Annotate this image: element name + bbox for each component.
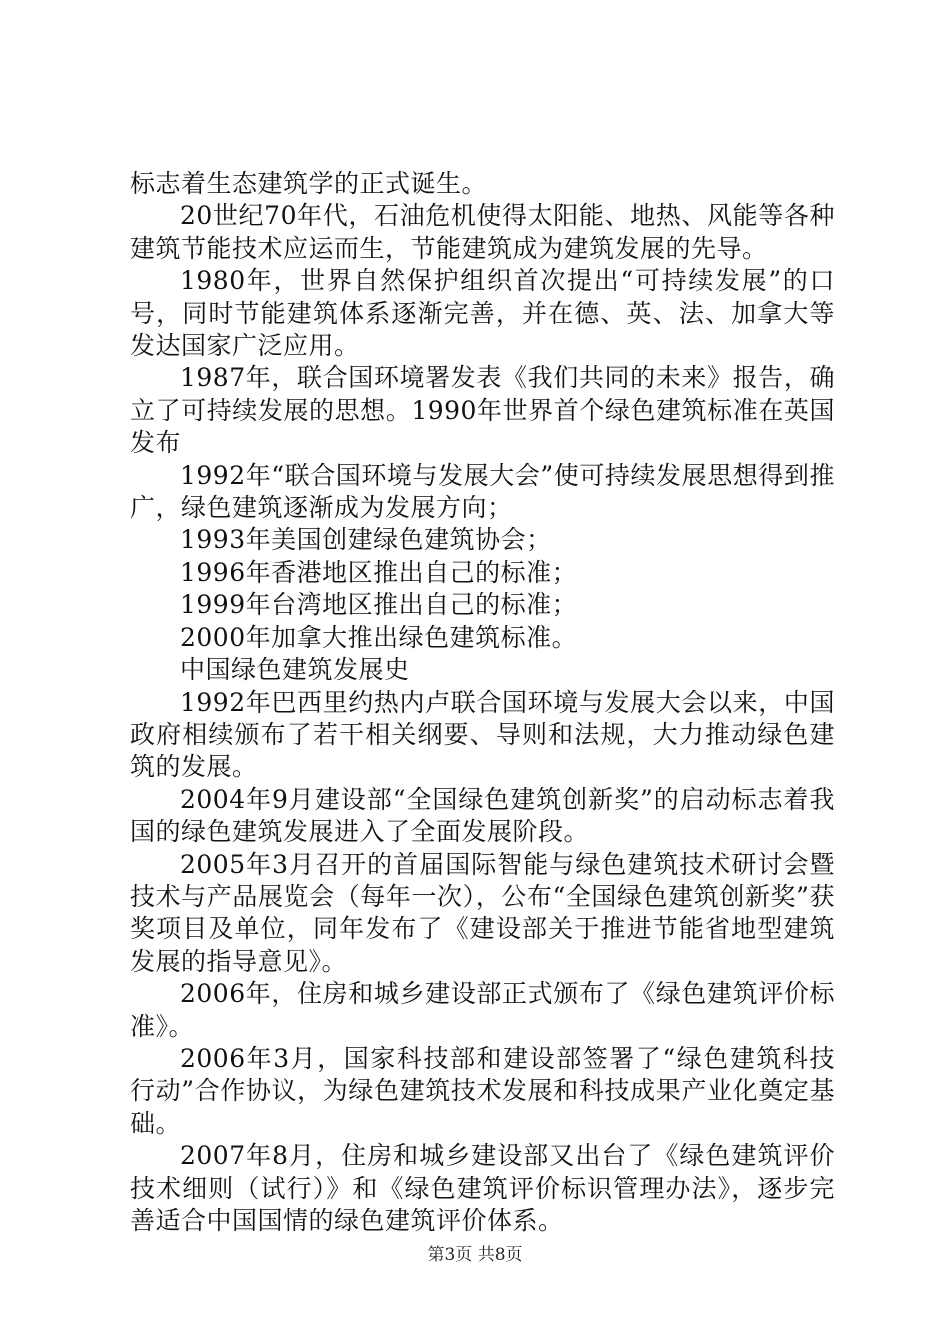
paragraph: 1992年“联合国环境与发展大会”使可持续发展思想得到推广，绿色建筑逐渐成为发展方向； (130, 460, 835, 523)
paragraph: 标志着生态建筑学的正式诞生。 (130, 169, 488, 198)
paragraph: 2006年，住房和城乡建设部正式颁布了《绿色建筑评价标准》。 (130, 979, 835, 1041)
paragraph: 2005年3月召开的首届国际智能与绿色建筑技术研讨会暨技术与产品展览会（每年一次），公布“全国绿色建筑创新奖”获奖项目及单位，同年发布了《建设部关于推进节能省地型建筑发展的指导意见》。 (130, 849, 835, 976)
paragraph: 1980年，世界自然保护组织首次提出“可持续发展”的口号，同时节能建筑体系逐渐完善，并在德、英、法、加拿大等发达国家广泛应用。 (130, 266, 835, 361)
paragraph: 1987年，联合国环境署发表《我们共同的未来》报告，确立了可持续发展的思想。1990年世界首个绿色建筑标准在英国发布 (130, 363, 835, 458)
paragraph: 2000年加拿大推出绿色建筑标准。 (180, 622, 578, 652)
paragraph: 1996年香港地区推出自己的标准； (180, 557, 578, 587)
paragraph: 1992年巴西里约热内卢联合国环境与发展大会以来，中国政府相续颁布了若干相关纲要、导则和法规，大力推动绿色建筑的发展。 (130, 687, 835, 782)
paragraph: 20世纪70年代，石油危机使得太阳能、地热、风能等各种建筑节能技术应运而生，节能建筑成为建筑发展的先导。 (130, 201, 835, 263)
paragraph: 2006年3月，国家科技部和建设部签署了“绿色建筑科技行动”合作协议，为绿色建筑技术发展和科技成果产业化奠定基础。 (130, 1043, 835, 1138)
paragraph: 1999年台湾地区推出自己的标准； (180, 590, 578, 620)
document-body (130, 168, 835, 1237)
paragraph: 1993年美国创建绿色建筑协会； (180, 525, 552, 555)
paragraph: 2007年8月，住房和城乡建设部又出台了《绿色建筑评价技术细则（试行）》和《绿色建筑评价标识管理办法》，逐步完善适合中国国情的绿色建筑评价体系。 (130, 1141, 835, 1235)
page-number-footer: 第3页 共8页 (427, 1245, 523, 1265)
paragraph: 2004年9月建设部“全国绿色建筑创新奖”的启动标志着我国的绿色建筑发展进入了全面发展阶段。 (130, 784, 835, 847)
section-heading: 中国绿色建筑发展史 (180, 655, 410, 685)
